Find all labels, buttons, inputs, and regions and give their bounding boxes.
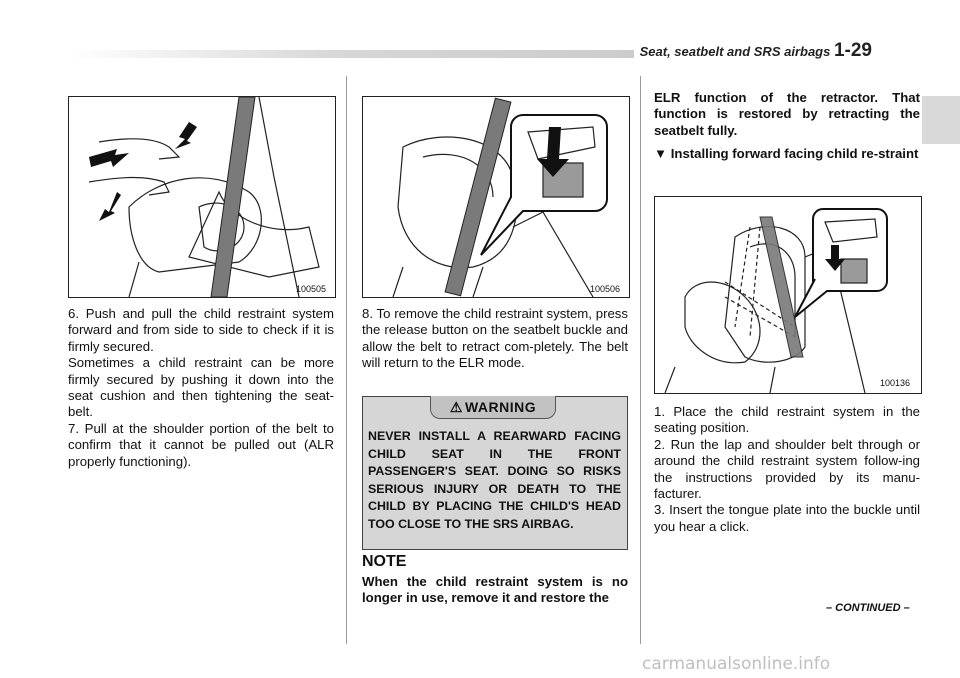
step-3: 3. Insert the tongue plate into the buckle until you hear a click.	[654, 502, 920, 534]
thumb-index-tab	[922, 96, 960, 144]
section-title: Seat, seatbelt and SRS airbags	[639, 44, 831, 59]
release-buckle-illustration	[363, 97, 629, 297]
section-heading	[654, 146, 920, 162]
triangle-bullet-icon: ▼	[654, 146, 668, 161]
note-text: When the child restraint system is no longer in use, remove it and restore the	[362, 574, 628, 606]
heading-text: Installing forward facing child re-straint	[670, 146, 919, 161]
watermark: carmanualsonline.info	[642, 654, 831, 674]
running-header	[634, 40, 872, 62]
figure-code: 100505	[296, 284, 327, 294]
column-1-text	[68, 306, 334, 470]
warning-label-text: WARNING	[464, 399, 537, 415]
column-2-text	[362, 306, 628, 372]
column-divider	[346, 76, 347, 644]
page-number: 1-29	[833, 40, 872, 61]
figure-code: 100136	[880, 378, 911, 388]
step-1: 1. Place the child restraint system in the seating position.	[654, 404, 920, 436]
step-8: 8. To remove the child restraint system, press the release button on the seatbelt buckle and allow the belt to retract com-pletely. The belt will return to the ELR mode.	[362, 306, 628, 371]
continued-marker: – CONTINUED –	[826, 602, 910, 614]
figure-release-buckle	[362, 96, 630, 298]
elr-continuation: ELR function of the retractor. That function is restored by retracting the seatbelt fully.	[654, 90, 920, 138]
note-title: NOTE	[362, 553, 407, 570]
warning-label	[430, 396, 556, 419]
step-7: 7. Pull at the shoulder portion of the belt to confirm that it cannot be pulled out (ALR properly functioning).	[68, 420, 334, 469]
forward-seat-illustration	[655, 197, 921, 393]
column-divider	[640, 76, 641, 644]
warning-triangle-icon: ⚠	[449, 399, 463, 415]
figure-forward-facing-seat	[654, 196, 922, 394]
figure-code: 100506	[590, 284, 621, 294]
figure-push-child-seat	[68, 96, 336, 298]
step-6: 6. Push and pull the child restraint system forward and from side to side to check if it is firmly secured.	[68, 306, 334, 354]
step-2: 2. Run the lap and shoulder belt through or around the child restraint system follow-ing the instructions provided by its manu-facturer.	[654, 436, 920, 502]
step-6-note: Sometimes a child restraint can be more firmly secured by pushing it down into the seat cushion and then tightening the seat-belt.	[68, 355, 334, 420]
push-seat-illustration	[69, 97, 335, 297]
warning-text: NEVER INSTALL A REARWARD FACING CHILD SEAT IN THE FRONT PASSENGER'S SEAT. DOING SO RISKS SERIOUS INJURY OR DEATH TO THE CHILD BY PLACING THE CHILD'S HEAD TOO CLOSE TO THE SRS AIRBAG.	[368, 429, 621, 531]
column-3-steps	[654, 404, 920, 535]
